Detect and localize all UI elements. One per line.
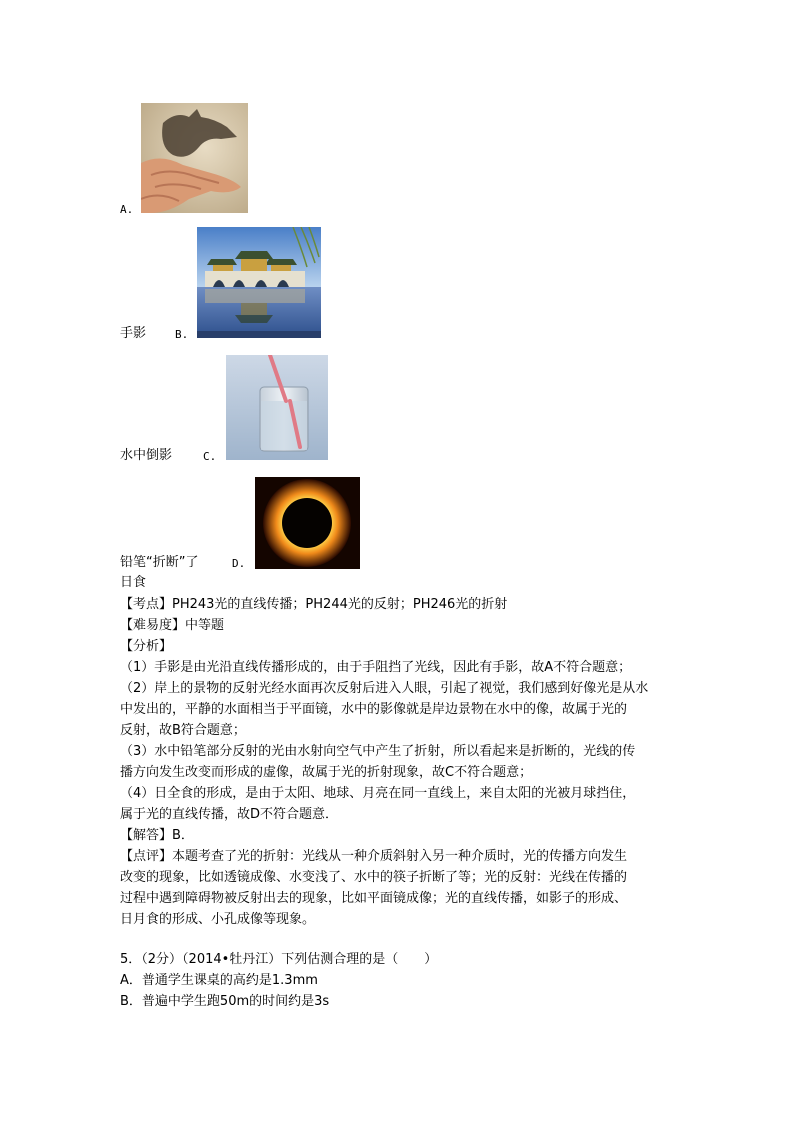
- option-b-caption: 水中倒影: [120, 448, 173, 463]
- comment-line: 过程中遇到障碍物被反射出去的现象，比如平面镜成像；光的直线传播，如影子的形成、: [120, 891, 628, 906]
- water-reflection-image: [197, 227, 321, 338]
- analysis-heading: 【分析】: [120, 639, 173, 654]
- comment-line: 改变的现象，比如透镜成像、水变浅了、水中的筷子折断了等；光的反射：光线在传播的: [120, 870, 628, 885]
- option-d-caption: 日食: [120, 575, 147, 590]
- option-c-caption: 铅笔“折断”了: [120, 555, 199, 570]
- solar-eclipse-image: [255, 477, 360, 569]
- analysis-line: 反射，故B符合题意；: [120, 723, 246, 738]
- analysis-line: （1）手影是由光沿直线传播形成的，由于手阻挡了光线，因此有手影，故A不符合题意；: [120, 660, 632, 675]
- question-5-stem: 5．（2分）（2014•牡丹江）下列估测合理的是（ ）: [120, 952, 438, 967]
- analysis-line: （2）岸上的景物的反射光经水面再次反射后进入人眼，引起了视觉，我们感到好像光是从水: [120, 681, 649, 696]
- option-d-letter: D.: [232, 557, 246, 570]
- option-a-caption: 手影: [120, 326, 147, 341]
- hand-shadow-image: [141, 103, 248, 213]
- analysis-line: 属于光的直线传播，故D不符合题意．: [120, 807, 339, 822]
- question-5-option-b: B．普遍中学生跑50m的时间约是3s: [120, 994, 330, 1009]
- question-5-option-a: A．普通学生课桌的高约是1.3mm: [120, 973, 318, 988]
- option-b-letter: B.: [175, 328, 189, 341]
- option-a-letter: A.: [120, 203, 134, 216]
- comment-line: 日月食的形成、小孔成像等现象。: [120, 912, 316, 927]
- answer-line: 【解答】B．: [120, 828, 194, 843]
- analysis-line: 中发出的，平静的水面相当于平面镜，水中的影像就是岸边景物在水中的像，故属于光的: [120, 702, 628, 717]
- analysis-line: 播方向发生改变而形成的虚像，故属于光的折射现象，故C不符合题意；: [120, 765, 533, 780]
- bent-pencil-image: [226, 355, 328, 460]
- analysis-line: （3）水中铅笔部分反射的光由水射向空气中产生了折射，所以看起来是折断的，光线的传: [120, 744, 636, 759]
- difficulty-line: 【难易度】中等题: [120, 618, 225, 633]
- kaodian-line: 【考点】PH243光的直线传播；PH244光的反射；PH246光的折射: [120, 597, 508, 612]
- option-c-letter: C.: [203, 450, 217, 463]
- analysis-line: （4）日全食的形成，是由于太阳、地球、月亮在同一直线上，来自太阳的光被月球挡住，: [120, 786, 636, 801]
- comment-line: 【点评】本题考查了光的折射：光线从一种介质斜射入另一种介质时，光的传播方向发生: [120, 849, 628, 864]
